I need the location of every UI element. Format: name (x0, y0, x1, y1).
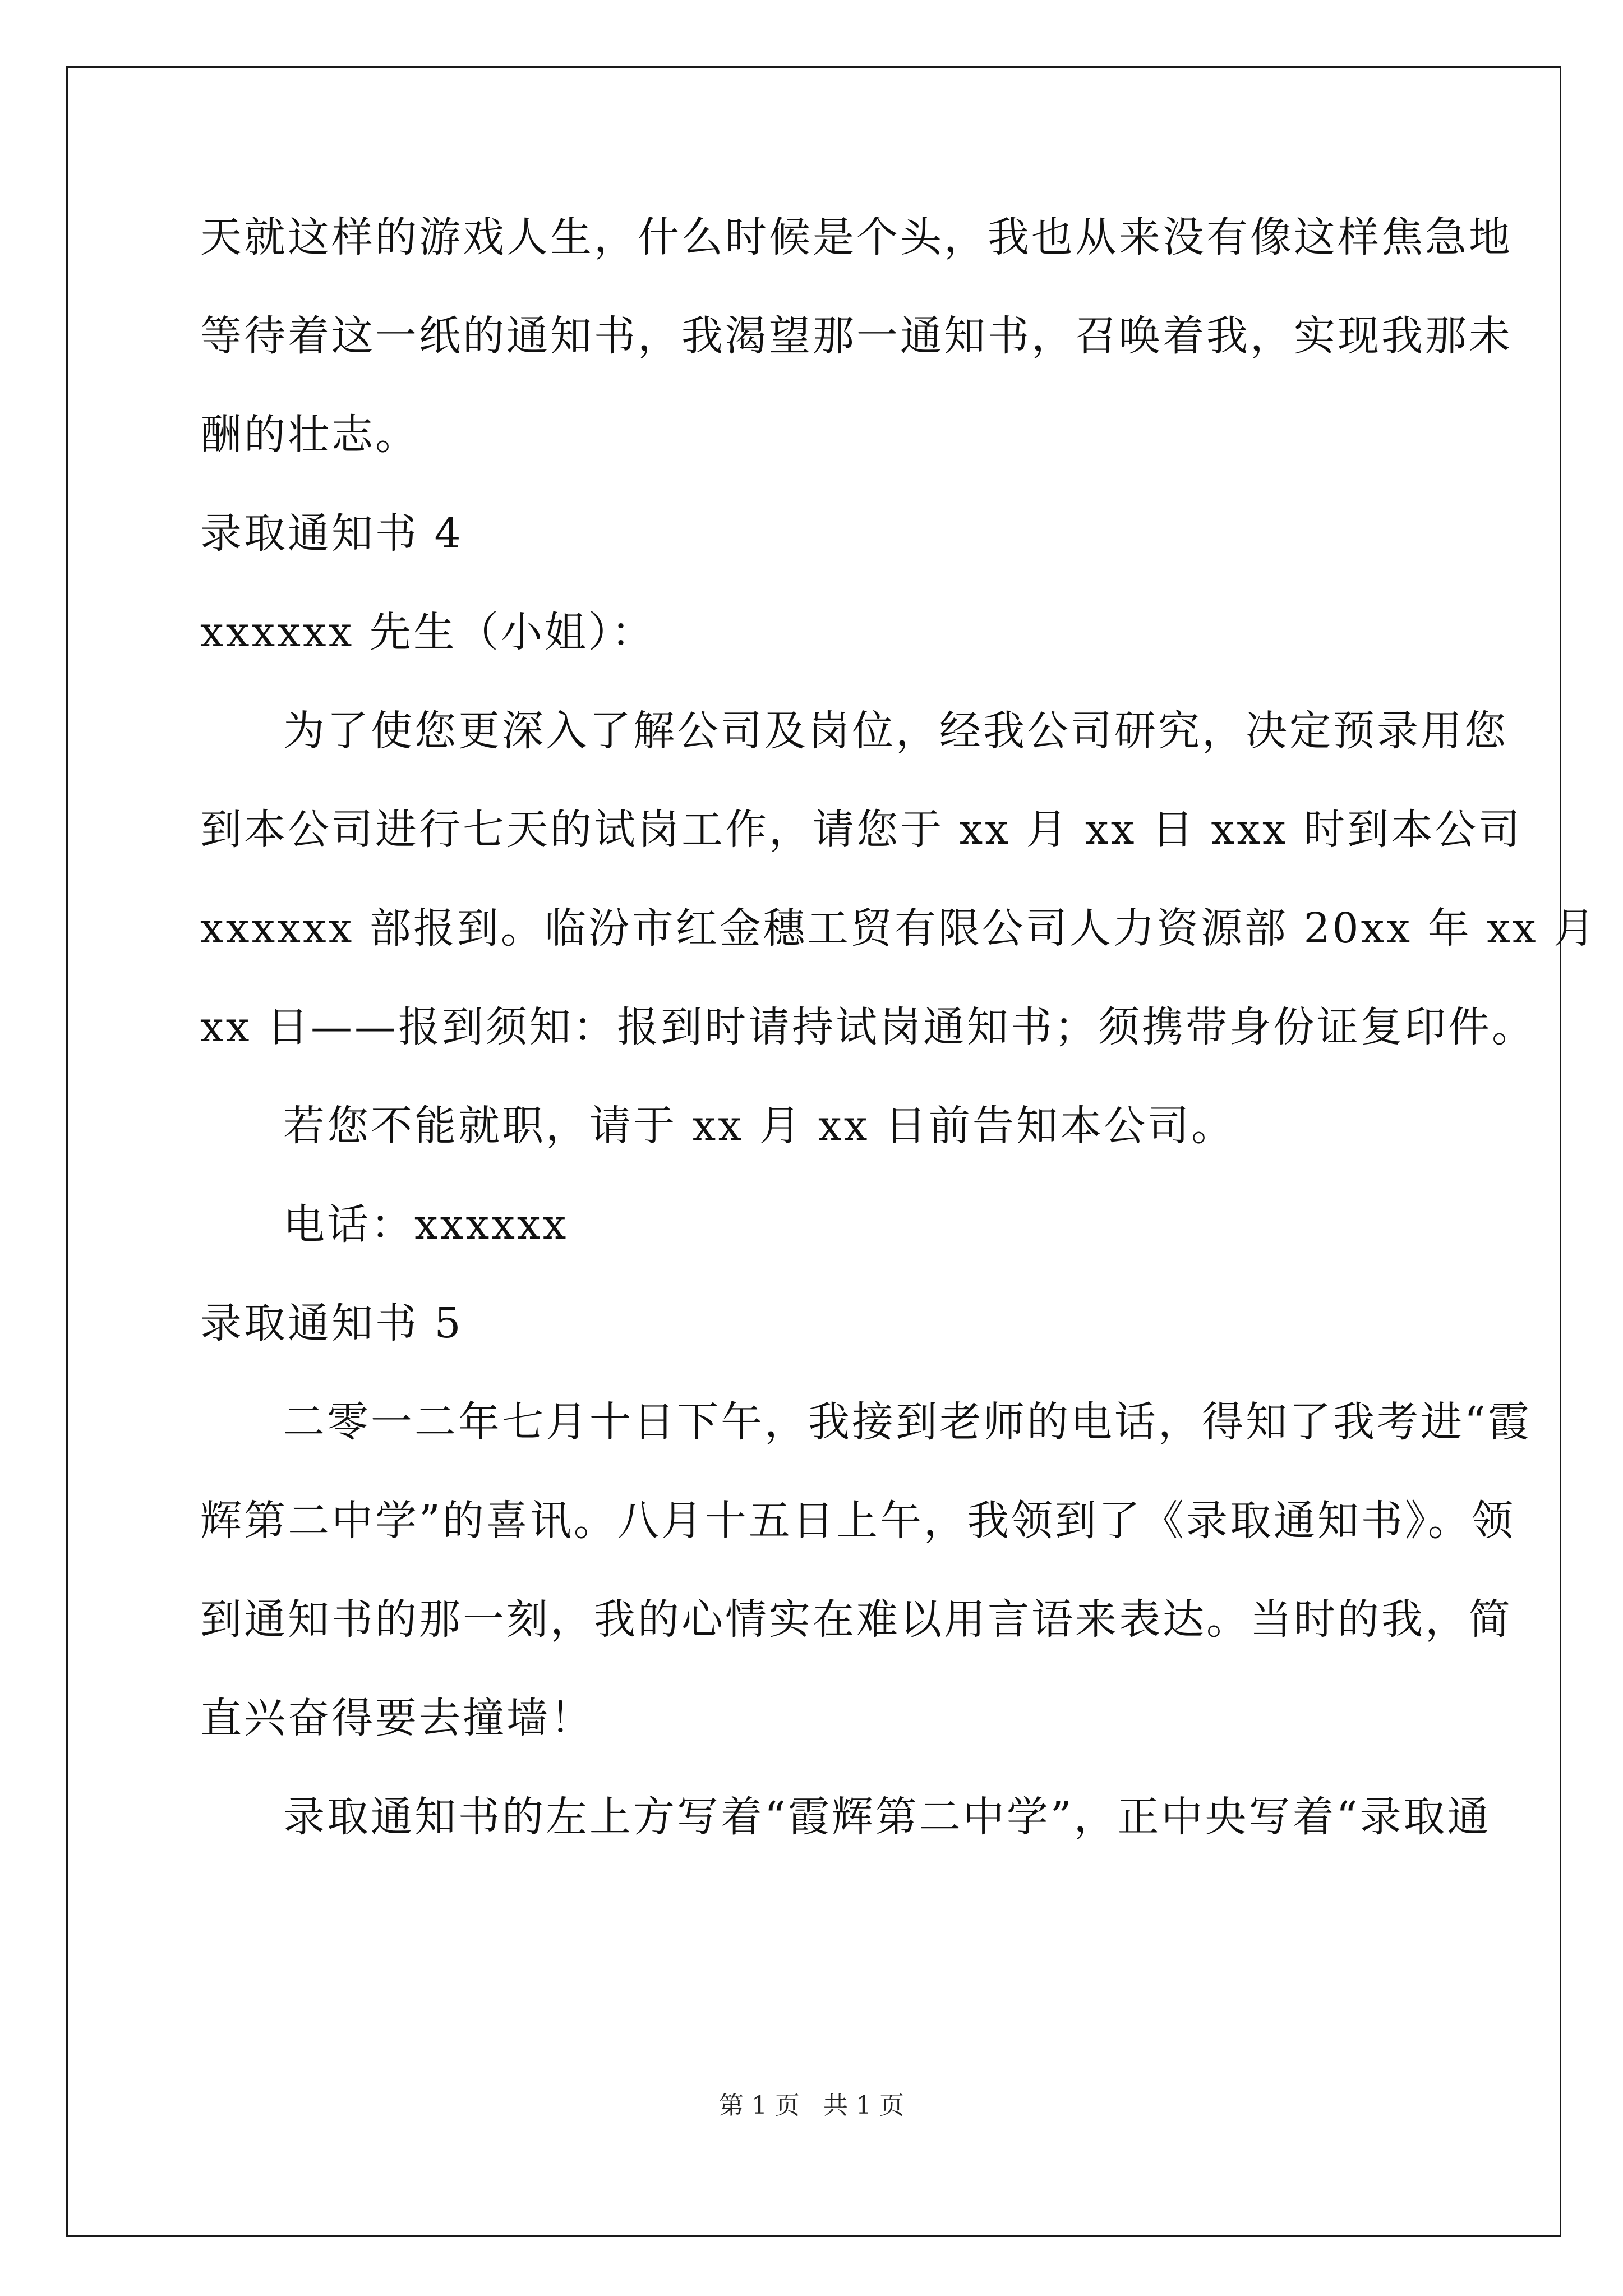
phone-line: 电话：xxxxxx (283, 1200, 569, 1249)
page-number: 第 1 页 (719, 2091, 800, 2120)
paragraph-line: 录取通知书的左上方写着“霞辉第二中学”，正中央写着“录取通 (283, 1793, 1491, 1841)
paragraph-line: 若您不能就职，请于 xx 月 xx 日前告知本公司。 (283, 1102, 1235, 1150)
paragraph-line: 为了使您更深入了解公司及岗位，经我公司研究，决定预录用您 (283, 707, 1508, 755)
text-line: 天就这样的游戏人生，什么时候是个头，我也从来没有像这样焦急地 (200, 213, 1513, 261)
paragraph-line: 到本公司进行七天的试岗工作，请您于 xx 月 xx 日 xxx 时到本公司 (200, 806, 1523, 854)
section-heading: 录取通知书 5 (200, 1299, 463, 1347)
paragraph-line: 到通知书的那一刻，我的心情实在难以用言语来表达。当时的我，简 (200, 1595, 1513, 1644)
page-footer (0, 2090, 1623, 2122)
salutation: xxxxxx 先生（小姐）： (200, 608, 655, 656)
page-total: 共 1 页 (823, 2091, 904, 2120)
text-line: 酬的壮志。 (200, 411, 419, 459)
paragraph-line: xxxxxx 部报到。临汾市红金穗工贸有限公司人力资源部 20xx 年 xx 月 (200, 904, 1598, 953)
paragraph-line: 辉第二中学”的喜讯。八月十五日上午，我领到了《录取通知书》。领 (200, 1497, 1515, 1545)
paragraph-line: 二零一二年七月十日下午，我接到老师的电话，得知了我考进“霞 (283, 1398, 1532, 1446)
text-line: 等待着这一纸的通知书，我渴望那一通知书，召唤着我，实现我那未 (200, 312, 1513, 360)
section-heading: 录取通知书 4 (200, 509, 463, 558)
paragraph-line: xx 日——报到须知：报到时请持试岗通知书；须携带身份证复印件。 (200, 1003, 1536, 1051)
paragraph-line: 直兴奋得要去撞墙！ (200, 1694, 594, 1742)
